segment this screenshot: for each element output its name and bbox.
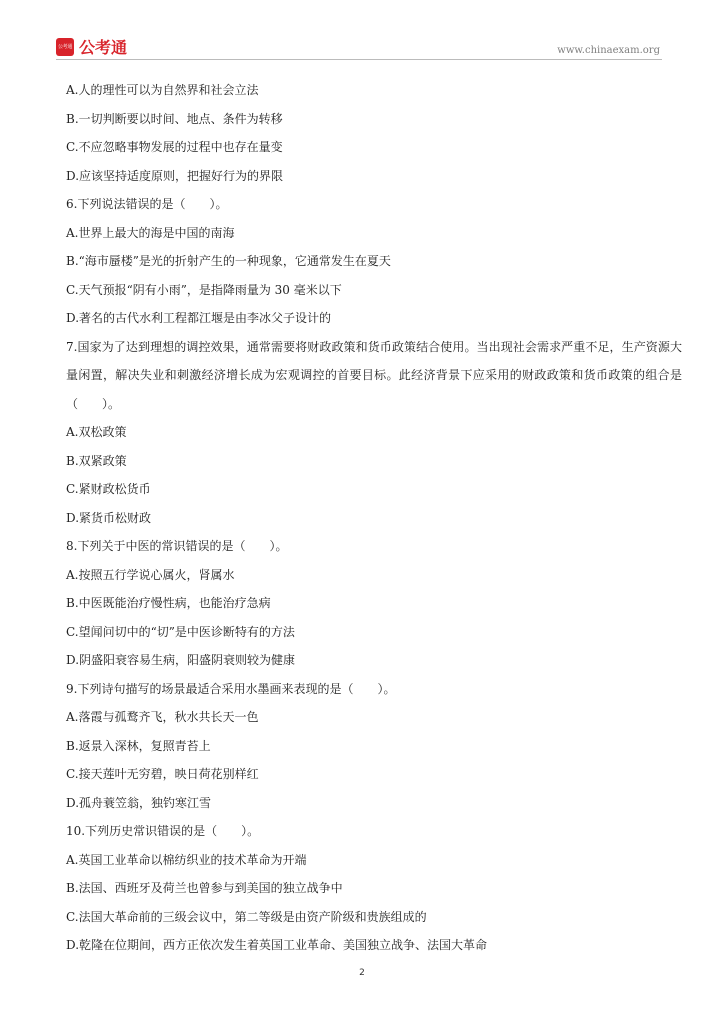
option-line: A.按照五行学说心属火，肾属水 <box>66 567 235 582</box>
option-line: A.双松政策 <box>66 425 127 439</box>
option-line: C.接天莲叶无穷碧，映日荷花别样红 <box>66 767 259 781</box>
option-line: D.紧货币松财政 <box>66 510 152 525</box>
option-line: B.返景入深林，复照青苔上 <box>66 738 211 753</box>
page-number: 2 <box>359 968 365 978</box>
site-url: www.chinaexam.org <box>557 45 660 56</box>
option-line: C.紧财政松货币 <box>66 482 151 496</box>
question-line: 8.下列关于中医的常识错误的是（ ）。 <box>66 539 288 553</box>
option-line: D.著名的古代水利工程都江堰是由李冰父子设计的 <box>66 311 332 325</box>
logo <box>56 35 127 58</box>
question-line: 9.下列诗句描写的场景最适合采用水墨画来表现的是（ ）。 <box>66 681 396 696</box>
option-line: D.阴盛阳衰容易生病，阳盛阴衰则较为健康 <box>66 653 296 667</box>
header-divider <box>56 59 662 60</box>
option-line: A.人的理性可以为自然界和社会立法 <box>66 83 259 97</box>
option-line: B.法国、西班牙及荷兰也曾参与到美国的独立战争中 <box>66 881 343 895</box>
question-line: 10.下列历史常识错误的是（ ）。 <box>66 824 260 838</box>
question-content <box>66 76 682 960</box>
option-line: B.中医既能治疗慢性病，也能治疗急病 <box>66 596 271 610</box>
option-line: C.望闻问切中的“切”是中医诊断特有的方法 <box>66 624 295 639</box>
option-line: A.落霞与孤鹜齐飞，秋水共长天一色 <box>66 710 259 724</box>
option-line: C.不应忽略事物发展的过程中也存在量变 <box>66 140 283 154</box>
option-line: A.世界上最大的海是中国的南海 <box>66 225 235 240</box>
option-line: D.应该坚持适度原则，把握好行为的界限 <box>66 168 284 183</box>
option-line: B.双紧政策 <box>66 453 127 468</box>
option-line: C.法国大革命前的三级会议中，第二等级是由资产阶级和贵族组成的 <box>66 909 427 924</box>
option-line: D.孤舟蓑笠翁，独钓寒江雪 <box>66 795 212 810</box>
question-paragraph: 7.国家为了达到理想的调控效果，通常需要将财政政策和货币政策结合使用。当出现社会需求严重不足，生产资源大量闲置，解决失业和刺激经济增长成为宏观调控的首要目标。此经济背景下应采用的财政政策和货币政策的组合是（ ）。 <box>66 339 682 411</box>
option-line: B.一切判断要以时间、地点、条件为转移 <box>66 111 283 126</box>
option-line: C.天气预报“阴有小雨”，是指降雨量为 30 毫米以下 <box>66 282 342 297</box>
logo-text: 公考通 <box>79 38 128 57</box>
page-header <box>0 0 724 62</box>
logo-badge: 公考通 <box>56 38 74 56</box>
option-line: A.英国工业革命以棉纺织业的技术革命为开端 <box>66 852 307 867</box>
option-line: D.乾隆在位期间，西方正依次发生着英国工业革命、美国独立战争、法国大革命 <box>66 938 488 952</box>
question-line: 6.下列说法错误的是（ ）。 <box>66 197 228 211</box>
option-line: B.“海市蜃楼”是光的折射产生的一种现象，它通常发生在夏天 <box>66 254 391 268</box>
